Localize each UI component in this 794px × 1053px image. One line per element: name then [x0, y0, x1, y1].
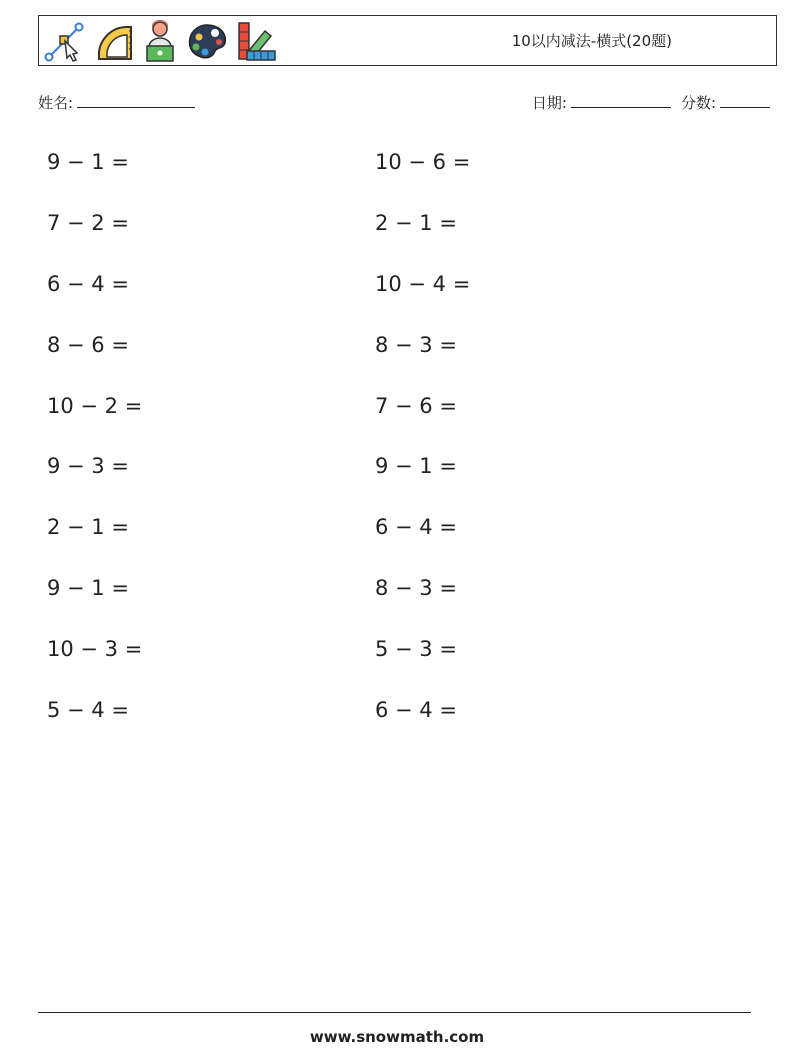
problem-left-3: 6 − 4 =	[47, 272, 129, 296]
problem-right-2: 2 − 1 =	[375, 211, 457, 235]
problem-left-6: 9 − 3 =	[47, 454, 129, 478]
problem-left-5: 10 − 2 =	[47, 394, 143, 418]
score-blank[interactable]	[720, 92, 770, 108]
problem-right-3: 10 − 4 =	[375, 272, 471, 296]
problem-left-10: 5 − 4 =	[47, 698, 129, 722]
designer-icon	[141, 19, 179, 63]
date-score-fields	[532, 92, 770, 113]
problem-right-9: 5 − 3 =	[375, 637, 457, 661]
date-blank[interactable]	[571, 92, 671, 108]
footer-divider	[38, 1012, 751, 1013]
footer-website: www.snowmath.com	[309, 1028, 485, 1046]
problem-right-4: 8 − 3 =	[375, 333, 457, 357]
color-swatch-icon	[235, 19, 277, 63]
problem-left-8: 9 − 1 =	[47, 576, 129, 600]
worksheet-title: 10以内减法-横式(20题)	[511, 32, 672, 50]
name-field	[38, 92, 195, 113]
name-label: 姓名:	[38, 94, 74, 112]
problem-right-7: 6 − 4 =	[375, 515, 457, 539]
problem-left-7: 2 − 1 =	[47, 515, 129, 539]
icon-strip	[43, 19, 277, 63]
problem-left-2: 7 − 2 =	[47, 211, 129, 235]
problem-right-1: 10 − 6 =	[375, 150, 471, 174]
protractor-icon	[93, 19, 135, 63]
worksheet-header	[38, 15, 777, 66]
problem-right-6: 9 − 1 =	[375, 454, 457, 478]
score-label: 分数:	[680, 94, 716, 112]
problem-left-1: 9 − 1 =	[47, 150, 129, 174]
problem-left-9: 10 − 3 =	[47, 637, 143, 661]
problem-left-4: 8 − 6 =	[47, 333, 129, 357]
palette-icon	[185, 19, 229, 63]
name-blank[interactable]	[77, 92, 195, 108]
problem-right-10: 6 − 4 =	[375, 698, 457, 722]
pen-tool-icon	[43, 19, 87, 63]
problem-right-8: 8 − 3 =	[375, 576, 457, 600]
date-label: 日期:	[531, 94, 567, 112]
problem-right-5: 7 − 6 =	[375, 394, 457, 418]
